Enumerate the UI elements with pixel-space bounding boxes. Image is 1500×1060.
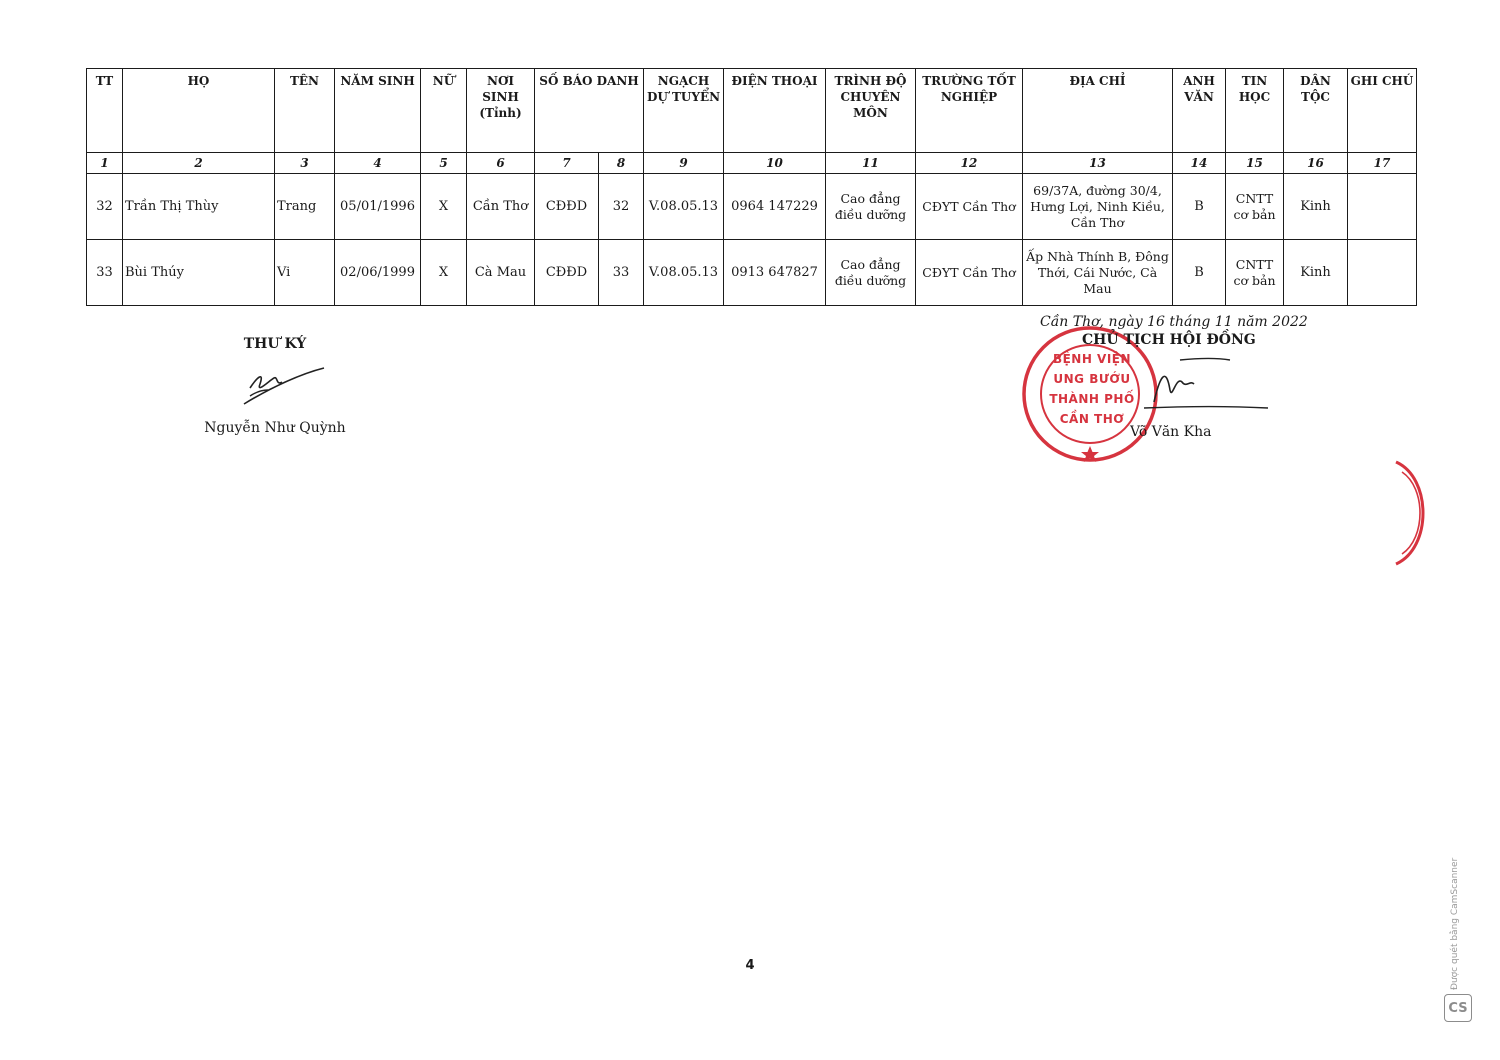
column-number: 7 bbox=[535, 153, 599, 174]
table-row bbox=[87, 174, 1417, 240]
cell-tt: 33 bbox=[87, 240, 123, 306]
column-number: 5 bbox=[421, 153, 467, 174]
column-number: 6 bbox=[467, 153, 535, 174]
cell-tin-hoc: CNTT cơ bản bbox=[1226, 240, 1284, 306]
cell-noi-sinh: Cần Thơ bbox=[467, 174, 535, 240]
header-nu: NỮ bbox=[421, 69, 467, 153]
cell-ghi-chu bbox=[1348, 174, 1417, 240]
column-number: 2 bbox=[123, 153, 275, 174]
column-number: 11 bbox=[826, 153, 916, 174]
cell-dia-chi: Ấp Nhà Thính B, Đông Thới, Cái Nước, Cà Mau bbox=[1023, 240, 1173, 306]
cell-tin-hoc: CNTT cơ bản bbox=[1226, 174, 1284, 240]
header-ghi-chu: GHI CHÚ bbox=[1348, 69, 1417, 153]
candidate-table bbox=[86, 68, 1417, 306]
cell-ten: Trang bbox=[275, 174, 335, 240]
signing-date: Cần Thơ, ngày 16 tháng 11 năm 2022 bbox=[1040, 314, 1308, 330]
cell-ghi-chu bbox=[1348, 240, 1417, 306]
column-number: 3 bbox=[275, 153, 335, 174]
header-anh-van: ANH VĂN bbox=[1173, 69, 1226, 153]
chairman-name: Võ Văn Kha bbox=[1130, 424, 1212, 440]
cell-truong: CĐYT Cần Thơ bbox=[916, 174, 1023, 240]
partial-seal-icon bbox=[1388, 458, 1448, 568]
column-number: 15 bbox=[1226, 153, 1284, 174]
cell-tt: 32 bbox=[87, 174, 123, 240]
cell-truong: CĐYT Cần Thơ bbox=[916, 240, 1023, 306]
cell-trinh-do: Cao đẳng điều dưỡng bbox=[826, 174, 916, 240]
secretary-title: THƯ KÝ bbox=[243, 336, 307, 352]
watermark-text: Được quét bằng CamScanner bbox=[1450, 857, 1460, 990]
cell-ho: Bùi Thúy bbox=[123, 240, 275, 306]
column-number-row bbox=[87, 153, 1417, 174]
cell-sbd-ma: CĐĐD bbox=[535, 174, 599, 240]
cell-anh-van: B bbox=[1173, 240, 1226, 306]
header-ngach-du-tuyen: NGẠCH DỰ TUYỂN bbox=[644, 69, 724, 153]
cell-dan-toc: Kinh bbox=[1284, 174, 1348, 240]
table-header-row bbox=[87, 69, 1417, 153]
cell-ho: Trần Thị Thùy bbox=[123, 174, 275, 240]
cell-dan-toc: Kinh bbox=[1284, 240, 1348, 306]
cell-nam-sinh: 02/06/1999 bbox=[335, 240, 421, 306]
header-trinh-do: TRÌNH ĐỘ CHUYÊN MÔN bbox=[826, 69, 916, 153]
cell-ngach: V.08.05.13 bbox=[644, 240, 724, 306]
cell-ten: Vi bbox=[275, 240, 335, 306]
column-number: 10 bbox=[724, 153, 826, 174]
column-number: 12 bbox=[916, 153, 1023, 174]
column-number: 1 bbox=[87, 153, 123, 174]
cell-noi-sinh: Cà Mau bbox=[467, 240, 535, 306]
stamp-line: CẦN THƠ bbox=[1059, 412, 1125, 426]
header-tt: TT bbox=[87, 69, 123, 153]
header-ho: HỌ bbox=[123, 69, 275, 153]
cell-dien-thoai: 0913 647827 bbox=[724, 240, 826, 306]
page-number: 4 bbox=[745, 958, 755, 973]
stamp-line: BỆNH VIỆN bbox=[1052, 352, 1132, 366]
cell-dia-chi: 69/37A, đường 30/4, Hưng Lợi, Ninh Kiều, Cần Thơ bbox=[1023, 174, 1173, 240]
header-nam-sinh: NĂM SINH bbox=[335, 69, 421, 153]
stamp-line: UNG BƯỚU bbox=[1053, 372, 1131, 386]
cell-ngach: V.08.05.13 bbox=[644, 174, 724, 240]
header-dia-chi: ĐỊA CHỈ bbox=[1023, 69, 1173, 153]
table-row bbox=[87, 240, 1417, 306]
chairman-signature-block bbox=[1010, 312, 1330, 482]
column-number: 9 bbox=[644, 153, 724, 174]
cell-trinh-do: Cao đẳng điều dưỡng bbox=[826, 240, 916, 306]
cell-sbd-so: 32 bbox=[599, 174, 644, 240]
cell-sbd-ma: CĐĐD bbox=[535, 240, 599, 306]
header-dan-toc: DÂN TỘC bbox=[1284, 69, 1348, 153]
camscanner-logo-icon: CS bbox=[1444, 994, 1472, 1022]
column-number: 17 bbox=[1348, 153, 1417, 174]
header-dien-thoai: ĐIỆN THOẠI bbox=[724, 69, 826, 153]
secretary-name: Nguyễn Như Quỳnh bbox=[204, 420, 346, 436]
header-truong-tot-nghiep: TRƯỜNG TỐT NGHIỆP bbox=[916, 69, 1023, 153]
column-number: 13 bbox=[1023, 153, 1173, 174]
column-number: 16 bbox=[1284, 153, 1348, 174]
cell-nu: X bbox=[421, 240, 467, 306]
cell-sbd-so: 33 bbox=[599, 240, 644, 306]
scanner-watermark bbox=[1444, 850, 1472, 1030]
header-tin-hoc: TIN HỌC bbox=[1226, 69, 1284, 153]
cell-dien-thoai: 0964 147229 bbox=[724, 174, 826, 240]
column-number: 4 bbox=[335, 153, 421, 174]
column-number: 14 bbox=[1173, 153, 1226, 174]
stamp-line: THÀNH PHỐ bbox=[1049, 392, 1135, 406]
header-ten: TÊN bbox=[275, 69, 335, 153]
secretary-signature-block bbox=[190, 336, 360, 436]
chairman-signature-icon bbox=[1140, 356, 1270, 416]
column-number: 8 bbox=[599, 153, 644, 174]
cell-nam-sinh: 05/01/1996 bbox=[335, 174, 421, 240]
header-so-bao-danh: SỐ BÁO DANH bbox=[535, 69, 644, 153]
secretary-signature-icon bbox=[220, 358, 330, 408]
cell-nu: X bbox=[421, 174, 467, 240]
cell-anh-van: B bbox=[1173, 174, 1226, 240]
header-noi-sinh: NƠI SINH (Tỉnh) bbox=[467, 69, 535, 153]
chairman-title: CHỦ TỊCH HỘI ĐỒNG bbox=[1082, 332, 1256, 348]
